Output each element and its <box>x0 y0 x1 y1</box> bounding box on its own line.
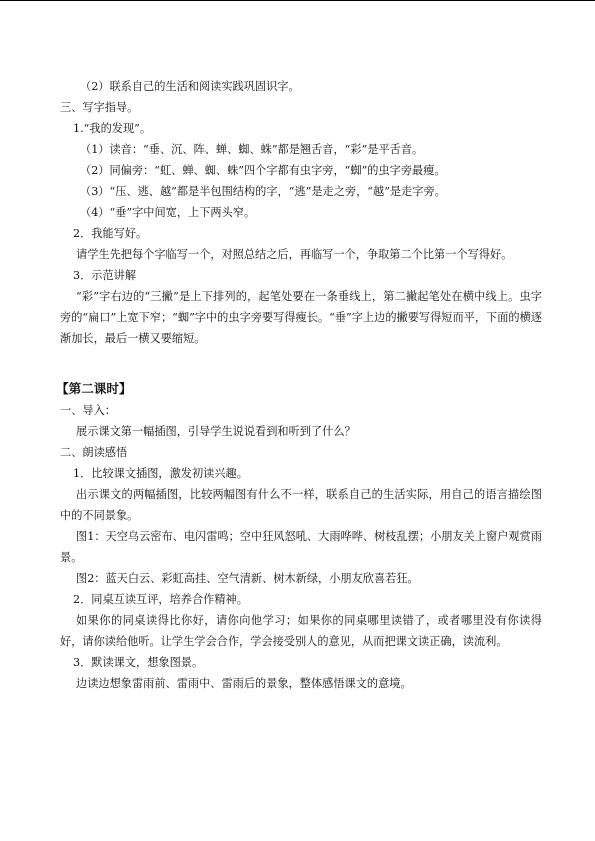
text-line: （2）联系自己的生活和阅读实践巩固识字。 <box>80 80 300 93</box>
section-title-writing: 三、写字指导。 <box>60 101 139 114</box>
paragraph: 边读边想象雷雨前、雷雨中、雷雨后的景象，整体感悟课文的意境。 <box>76 677 412 690</box>
section-title-intro: 一、导入： <box>60 404 116 417</box>
subsection-title: 2．我能写好。 <box>73 227 148 240</box>
text-line: （3）“压、逃、越”都是半包围结构的字，“逃”是走之旁，“越”是走字旁。 <box>80 185 446 198</box>
paragraph: 如果你的同桌读得比你好，请你向他学习；如果你的同桌哪里读错了，或者哪里没有你读得好，请你读给他听。让学生学会合作，学会接受别人的意见，从而把课文读正确，读流利。 <box>60 614 542 648</box>
document-body <box>56 76 542 694</box>
paragraph: 图2：蓝天白云、彩虹高挂、空气清新、树木新绿，小朋友欣喜若狂。 <box>76 572 419 585</box>
subsection-title: 3．默读课文，想象图景。 <box>73 656 204 669</box>
top-rule <box>0 0 595 1</box>
subsection-title: 1．比较课文插图，激发初读兴趣。 <box>73 467 248 480</box>
paragraph: 出示课文的两幅插图，比较两幅图有什么不一样，联系自己的生活实际，用自己的语言描绘图中的不同景象。 <box>60 488 542 522</box>
text-line: （1）读音：“垂、沉、阵、蝉、蜘、蛛”都是翘舌音，“彩”是平舌音。 <box>80 143 424 156</box>
section-gap <box>60 349 542 378</box>
section-title-reading: 二、朗读感悟 <box>60 446 128 459</box>
paragraph: “彩”字右边的“三撇”是上下排列的，起笔处要在一条垂线上，第二撇起笔处在横中线上。虫字旁的“扁口”上宽下窄；“蜘”字中的虫字旁要写得瘦长。“垂”字上边的撇要写得短而平，下面的横逐渐加长，最后一横又要缩短。 <box>60 290 542 345</box>
paragraph: 请学生先把每个字临写一个，对照总结之后，再临写一个，争取第二个比第一个写得好。 <box>76 248 513 261</box>
subsection-title: 1.“我的发现”。 <box>73 122 152 135</box>
lesson-heading: 【第二课时】 <box>56 381 132 396</box>
subsection-title: 3．示范讲解 <box>73 269 137 282</box>
paragraph: 展示课文第一幅插图，引导学生说说看到和听到了什么？ <box>76 425 356 438</box>
subsection-title: 2．同桌互读互评，培养合作精神。 <box>73 593 248 606</box>
paragraph: 图1：天空乌云密布、电闪雷鸣；空中狂风怒吼、大雨哗哗、树枝乱摆；小朋友关上窗户观赏雨景。 <box>60 530 542 564</box>
text-line: （2）同偏旁：“虹、蝉、蜘、蛛”四个字都有虫字旁，“蜘”的虫字旁最瘦。 <box>80 164 446 177</box>
text-line: （4）“垂”字中间宽，上下两头窄。 <box>80 206 256 219</box>
